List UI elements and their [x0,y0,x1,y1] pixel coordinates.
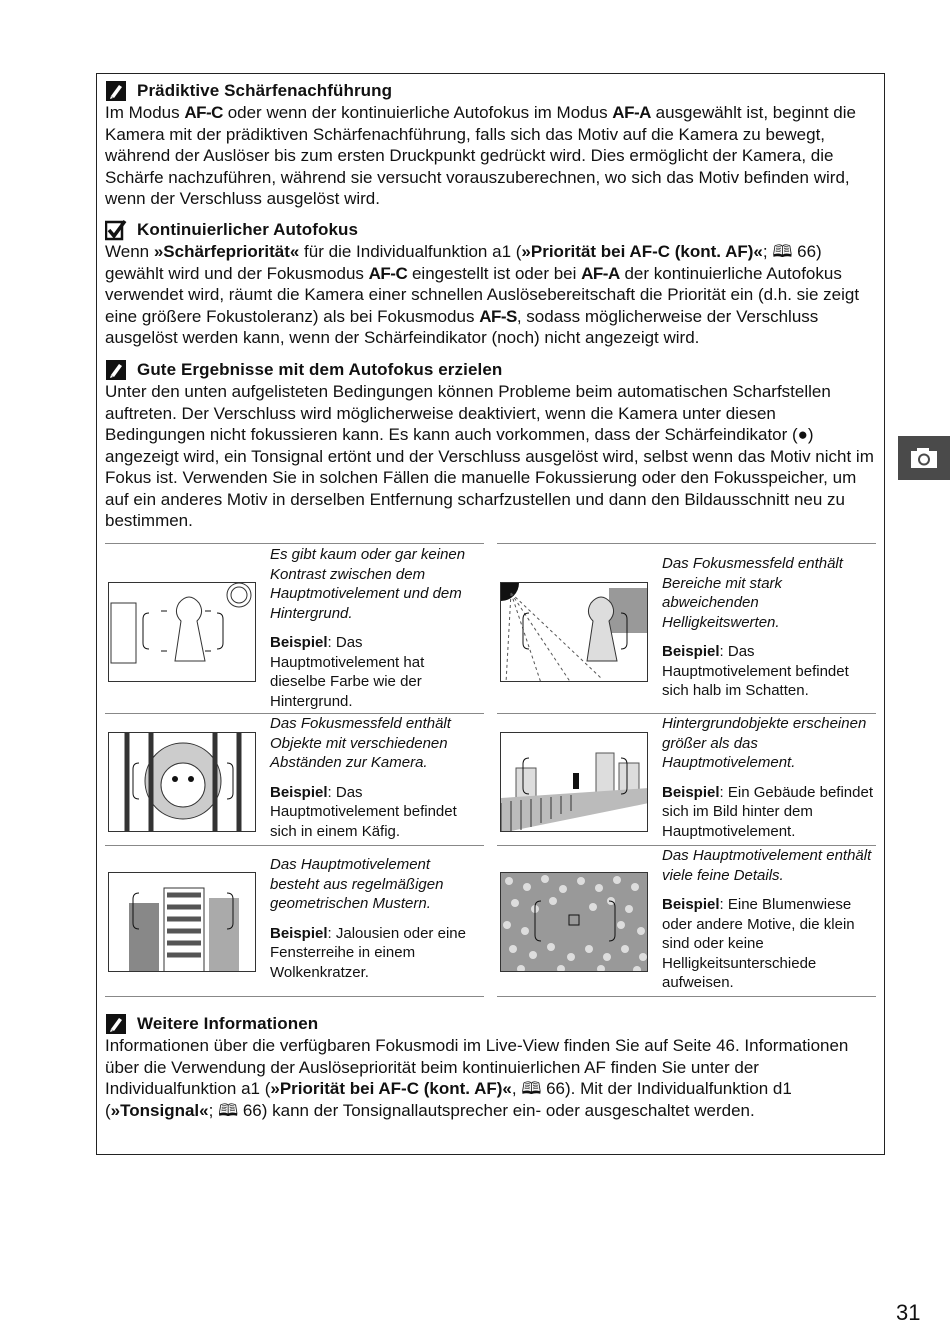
example-text: Hintergrundobjekte erscheinen größer als das Hauptmotivelement. Beispiel: Ein Gebäude befindet sich im Bild hinter dem Hauptmotivelement. [662,715,873,840]
example-text: Es gibt kaum oder gar keinen Kontrast zwischen dem Hauptmotivelement und dem Hintergrund. Beispiel: Das Hauptmotivelement hat dieselbe Farbe wie der Hintergrund. [270,546,466,710]
section-title: Kontinuierlicher Autofokus [137,220,359,239]
example-cell [497,845,876,997]
chapter-tab [898,436,950,480]
example-text: Das Fokusmessfeld enthält Bereiche mit stark abweichenden Helligkeitswerten. Beispiel: Das Hauptmotivelement befindet sich halb im Schatten. [662,555,849,699]
illustration-background-building [500,732,648,832]
illustration-low-contrast [108,582,256,682]
book-icon: 🕮 [521,1079,542,1098]
section-good-results [105,359,877,532]
illustration-cage [108,732,256,832]
examples-table [105,543,876,997]
example-text: Das Fokusmessfeld enthält Objekte mit verschiedenen Abständen zur Kamera. Beispiel: Das Hauptmotivelement befindet sich in einem Käfig. [270,715,457,840]
pencil-note-icon [105,80,127,102]
example-cell [497,543,876,713]
section-body: Wenn »Schärfepriorität« für die Individualfunktion a1 (»Priorität bei AF-C (kont. AF)«; 🕮 66) gewählt wird und der Fokusmodus AF-C eingestellt ist oder bei AF-A der kontinuierliche Autofokus verwendet wird, räumt die Kamera einer schnellen Auslösebereitschaft die Priorität ein (d.h. sie zeigt eine größere Fokustoleranz) als bei Fokusmodus AF-S, sodass möglicherweise der Verschluss ausgelöst werden kann, wenn der Schärfeindikator (noch) nicht angezeigt wird. [105,242,860,347]
example-cell [497,713,876,845]
section-title: Gute Ergebnisse mit dem Autofokus erzielen [137,360,503,379]
pencil-note-icon [105,359,127,381]
page-number: 31 [896,1300,921,1325]
section-body: Unter den unten aufgelisteten Bedingungen können Probleme beim automatischen Scharfstellen auftreten. Der Verschluss wird möglicherweise deaktiviert, wenn die Kamera unter diesen Bedingungen nicht fokussieren kann. Es kann auch vorkommen, dass der Schärfeindikator (●) angezeigt wird, ein Tonsignal ertönt und der Verschluss ausgelöst wird, selbst wenn das Motiv nicht im Fokus ist. Verwenden Sie in solchen Fällen die manuelle Fokussierung oder den Fokusspeicher, um auf ein anderes Motiv in derselben Entfernung scharfzustellen und dann den Bildausschnitt neu zu bestimmen. [105,382,874,530]
example-cell [105,543,484,713]
example-cell [105,845,484,997]
example-text: Das Hauptmotivelement besteht aus regelmäßigen geometrischen Mustern. Beispiel: Jalousien oder eine Fensterreihe in einem Wolkenkratzer. [270,856,466,981]
illustration-geometric [108,872,256,972]
section-body: Im Modus AF-C oder wenn der kontinuierliche Autofokus im Modus AF-A ausgewählt ist, beginnt die Kamera mit der prädiktiven Schärfenachführung, falls sich das Motiv auf die Kamera zu bewegt, während der Auslöser bis zum ersten Druckpunkt gedrückt wird. Dies ermöglicht der Kamera, die Schärfe nachzuführen, während sie versucht vorauszuberechnen, wo sich das Motiv befinden wird, wenn der Verschluss ausgelöst wird. [105,103,856,208]
section-predictive-focus [105,80,877,210]
illustration-brightness [500,582,648,682]
example-text: Das Hauptmotivelement enthält viele feine Details. Beispiel: Eine Blumenwiese oder andere Motive, die klein sind oder keine Helligkeitsunterschiede aufweisen. [662,847,872,991]
section-more-info [105,1013,877,1121]
book-icon: 🕮 [218,1100,239,1120]
checkmark-caution-icon [105,219,127,241]
book-icon: 🕮 [772,242,793,261]
section-continuous-af [105,219,877,349]
section-title: Prädiktive Schärfenachführung [137,81,393,100]
illustration-fine-details [500,872,648,972]
example-cell [105,713,484,845]
section-title: Weitere Informationen [137,1014,319,1033]
section-body: Informationen über die verfügbaren Fokusmodi im Live-View finden Sie auf Seite 46. Informationen über die Verwendung der Auslösepriorität beim kontinuierlichen AF finden Sie unter der Individualfunktion a1 (»Priorität bei AF-C (kont. AF)«, 🕮 66). Mit der Individualfunktion d1 (»Tonsignal«; 🕮 66) kann der Tonsignallautsprecher ein- oder ausgeschaltet werden. [105,1036,849,1120]
pencil-note-icon [105,1013,127,1035]
camera-icon [910,447,938,469]
